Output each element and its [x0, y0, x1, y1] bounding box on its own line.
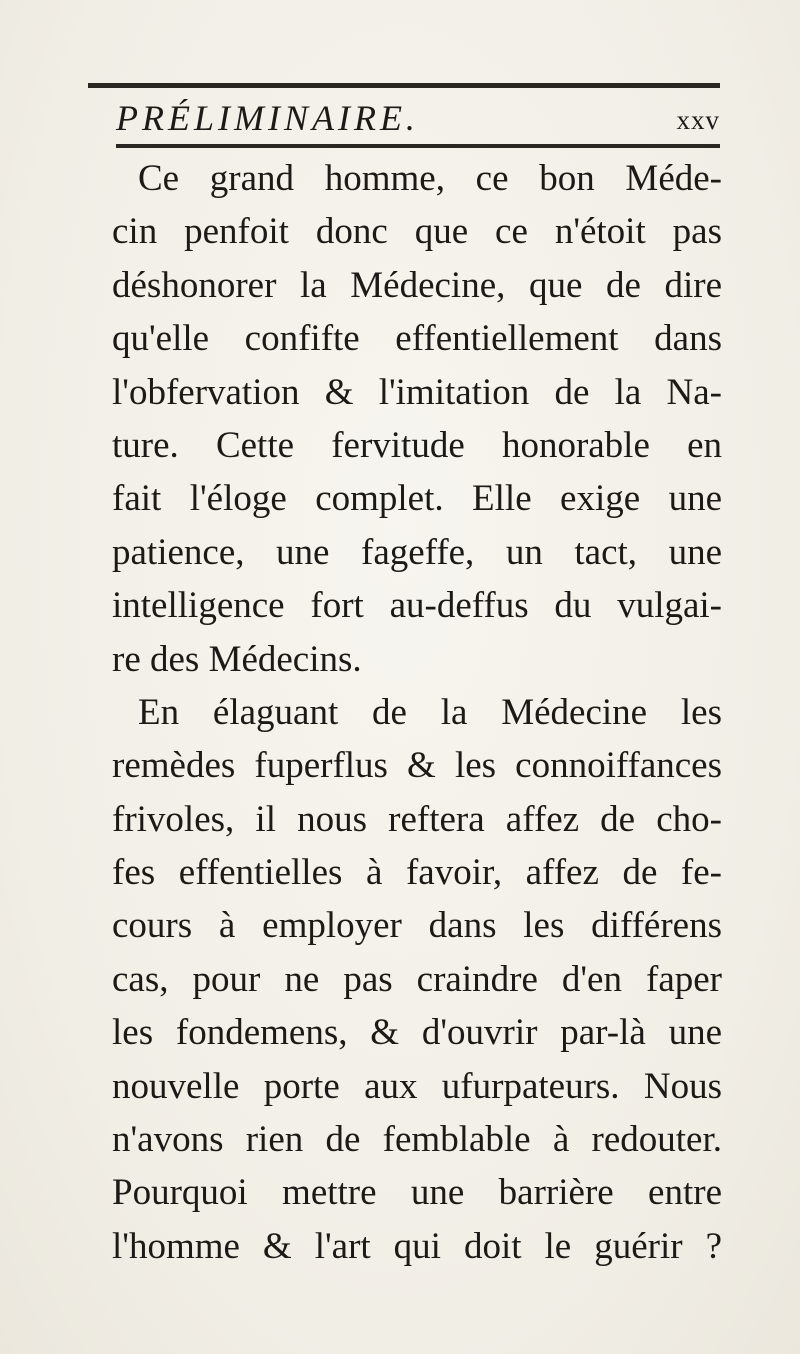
page-number: xxv — [676, 105, 720, 135]
text-line: qu'elle confifte effentiellement dans — [112, 318, 722, 360]
page-header — [116, 96, 720, 140]
text-line: cours à employer dans les différens — [112, 905, 722, 947]
text-line: cin penfoit donc que ce n'étoit pas — [112, 211, 722, 253]
text-line: Pourquoi mettre une barrière entre — [112, 1172, 722, 1214]
text-line: l'obfervation & l'imitation de la Na- — [112, 371, 722, 413]
text-line: frivoles, il nous reftera affez de cho- — [112, 798, 722, 840]
header-rule — [116, 144, 720, 148]
text-line: les fondemens, & d'ouvrir par-là une — [112, 1012, 722, 1054]
text-line: cas, pour ne pas craindre d'en faper — [112, 958, 722, 1000]
text-line: remèdes fuperflus & les connoiffances — [112, 745, 722, 787]
text-line: En élaguant de la Médecine les — [138, 691, 722, 733]
text-line: l'homme & l'art qui doit le guérir ? — [112, 1225, 722, 1267]
text-line: re des Médecins. — [112, 638, 362, 680]
text-line: déshonorer la Médecine, que de dire — [112, 264, 722, 306]
body-text — [112, 152, 722, 1273]
text-line: nouvelle porte aux ufurpateurs. Nous — [112, 1065, 722, 1107]
top-rule — [88, 83, 720, 88]
text-line: ture. Cette fervitude honorable en — [112, 424, 722, 466]
text-line: Ce grand homme, ce bon Méde- — [138, 158, 722, 199]
text-line: fes effentielles à favoir, affez de fe- — [112, 852, 722, 894]
running-title: PRÉLIMINAIRE. — [116, 98, 419, 138]
text-line: n'avons rien de femblable à redouter. — [112, 1119, 722, 1161]
text-line: fait l'éloge complet. Elle exige une — [112, 478, 722, 520]
text-line: intelligence fort au-deffus du vulgai- — [112, 585, 722, 627]
text-line: patience, une fageffe, un tact, une — [112, 531, 722, 573]
